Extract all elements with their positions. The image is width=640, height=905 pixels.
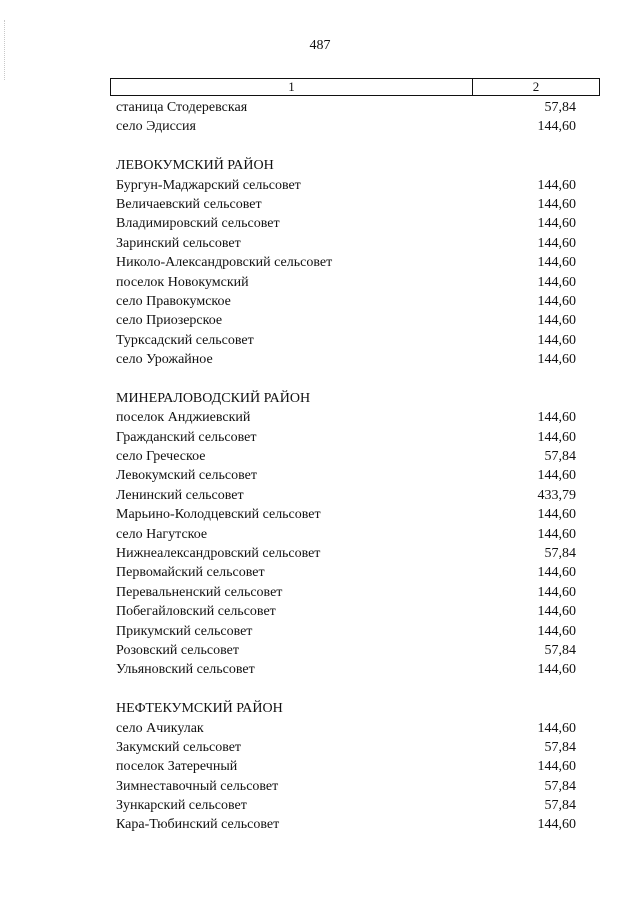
table-row (116, 525, 576, 544)
table-row (116, 408, 576, 427)
section-title: ЛЕВОКУМСКИЙ РАЙОН (116, 158, 274, 174)
table-row (116, 176, 576, 195)
table-row (116, 777, 576, 796)
settlement-name: Николо-Александровский сельсовет (116, 255, 333, 271)
section-spacer (116, 137, 576, 156)
table-row (116, 563, 576, 582)
settlement-name: село Греческое (116, 449, 206, 465)
settlement-name: поселок Затеречный (116, 759, 238, 775)
table-row (116, 466, 576, 485)
settlement-value: 57,84 (544, 545, 576, 561)
settlement-name: Зункарский сельсовет (116, 798, 247, 814)
settlement-name: Перевальненский сельсовет (116, 584, 283, 600)
section-title: НЕФТЕКУМСКИЙ РАЙОН (116, 701, 283, 717)
table-row (116, 583, 576, 602)
settlement-name: Розовский сельсовет (116, 642, 239, 658)
table-row (116, 214, 576, 233)
section-title: МИНЕРАЛОВОДСКИЙ РАЙОН (116, 390, 311, 406)
table-row (116, 350, 576, 369)
table-row (116, 234, 576, 253)
settlement-value: 144,60 (537, 604, 576, 620)
table-row (116, 505, 576, 524)
settlement-value: 144,60 (537, 817, 576, 833)
table-header-col1: 1 (111, 79, 473, 95)
settlement-value: 144,60 (537, 332, 576, 348)
settlement-name: Кара-Тюбинский сельсовет (116, 817, 280, 833)
settlement-value: 144,60 (537, 584, 576, 600)
settlement-name: село Ачикулак (116, 720, 204, 736)
page-number: 487 (309, 38, 331, 53)
settlement-value: 144,60 (537, 526, 576, 542)
settlement-value: 144,60 (537, 177, 576, 193)
table-header-col2: 2 (532, 79, 540, 94)
settlement-name: Закумский сельсовет (116, 739, 242, 755)
settlement-name: Первомайский сельсовет (116, 565, 265, 581)
settlement-name: село Нагутское (116, 526, 208, 542)
table-row (116, 660, 576, 679)
settlement-name: поселок Новокумский (116, 274, 249, 290)
settlement-name: станица Стодеревская (116, 100, 248, 115)
table-row (116, 253, 576, 272)
settlement-name: Гражданский сельсовет (116, 429, 257, 445)
settlement-name: Левокумский сельсовет (116, 468, 257, 484)
table-row (116, 331, 576, 350)
table-row (116, 447, 576, 466)
settlement-name: село Эдиссия (116, 119, 196, 135)
settlement-name: село Урожайное (116, 352, 213, 368)
table-header (110, 78, 600, 96)
table-row (116, 641, 576, 660)
settlement-value: 144,60 (537, 759, 576, 775)
settlement-value: 144,60 (537, 216, 576, 232)
table-row (116, 273, 576, 292)
settlement-name: Заринский сельсовет (116, 235, 241, 251)
settlement-value: 57,84 (544, 798, 576, 814)
settlement-value: 57,84 (544, 739, 576, 755)
table-row (116, 195, 576, 214)
settlement-name: Бургун-Маджарский сельсовет (116, 177, 301, 193)
settlement-name: село Приозерское (116, 313, 223, 329)
settlement-name: Прикумский сельсовет (116, 623, 253, 639)
section-spacer (116, 680, 576, 699)
settlement-value: 144,60 (537, 429, 576, 445)
settlement-value: 144,60 (537, 352, 576, 368)
table-row (116, 428, 576, 447)
settlement-value: 144,60 (537, 293, 576, 309)
table-body (116, 98, 576, 835)
table-row (116, 719, 576, 738)
settlement-name: Марьино-Колодцевский сельсовет (116, 507, 321, 523)
settlement-value: 57,84 (544, 449, 576, 465)
settlement-value: 144,60 (537, 255, 576, 271)
table-row (116, 622, 576, 641)
settlement-value: 144,60 (537, 623, 576, 639)
settlement-value: 144,60 (537, 119, 576, 135)
settlement-name: поселок Анджиевский (116, 410, 251, 426)
settlement-value: 144,60 (537, 468, 576, 484)
settlement-value: 144,60 (537, 720, 576, 736)
settlement-value: 433,79 (537, 487, 576, 503)
table-row (116, 486, 576, 505)
settlement-name: Ленинский сельсовет (116, 487, 244, 503)
settlement-name: Величаевский сельсовет (116, 196, 262, 212)
settlement-name: Зимнеставочный сельсовет (116, 778, 279, 794)
settlement-value: 57,84 (544, 778, 576, 794)
table-row (116, 602, 576, 621)
table-row (116, 544, 576, 563)
settlement-value: 144,60 (537, 662, 576, 678)
table-row (116, 796, 576, 815)
table-row (116, 738, 576, 757)
table-row (116, 292, 576, 311)
settlement-value: 144,60 (537, 565, 576, 581)
settlement-name: Туркcадский сельсовет (116, 332, 254, 348)
settlement-value: 144,60 (537, 313, 576, 329)
settlement-value: 144,60 (537, 410, 576, 426)
settlement-value: 57,84 (544, 642, 576, 658)
table-row (116, 757, 576, 776)
settlement-value: 144,60 (537, 507, 576, 523)
table-row (116, 117, 576, 136)
settlement-name: Владимировский сельсовет (116, 216, 280, 232)
settlement-value: 144,60 (537, 196, 576, 212)
settlement-value: 144,60 (537, 235, 576, 251)
settlement-name: село Правокумское (116, 293, 231, 309)
settlement-name: Ульяновский сельсовет (116, 662, 255, 678)
settlement-value: 144,60 (537, 274, 576, 290)
section-spacer (116, 369, 576, 388)
table-row (116, 311, 576, 330)
settlement-name: Побегайловский сельсовет (116, 604, 276, 620)
settlement-value: 57,84 (544, 100, 576, 115)
settlement-name: Нижнеалександровский сельсовет (116, 545, 321, 561)
table-row (116, 815, 576, 834)
table-row (116, 98, 576, 117)
